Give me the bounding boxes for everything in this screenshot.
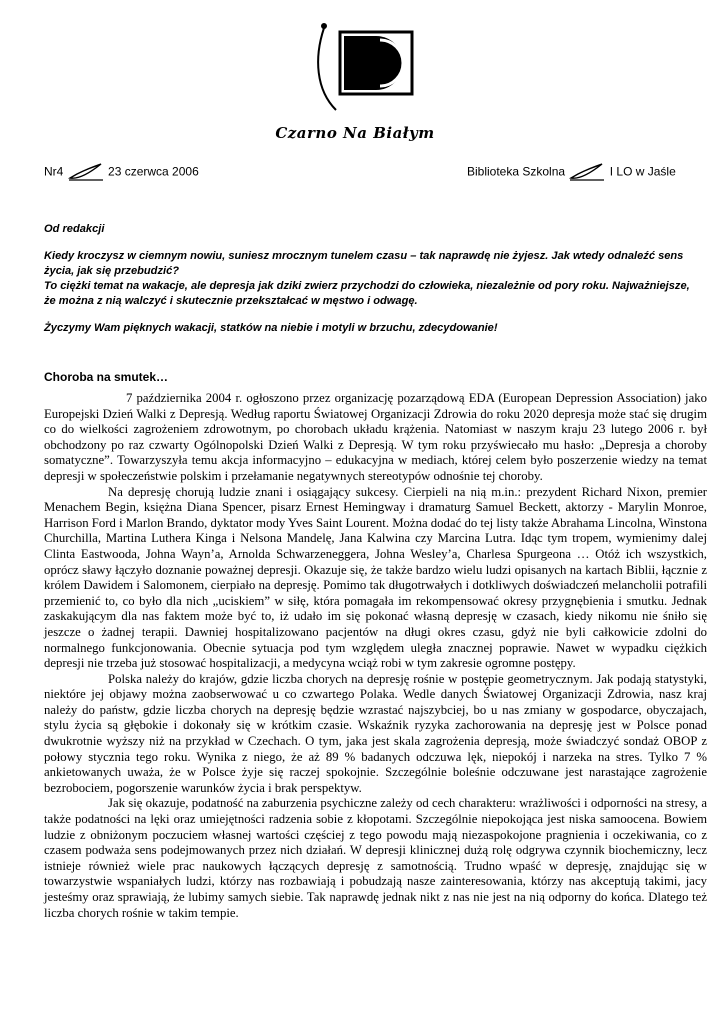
issue-number: Nr4 xyxy=(44,164,64,179)
issue-date: 23 czerwca 2006 xyxy=(108,164,199,179)
article-title: Choroba na smutek… xyxy=(44,370,169,384)
issue-info xyxy=(44,160,199,185)
editorial-heading: Od redakcji xyxy=(44,223,105,235)
library-name: Biblioteka Szkolna xyxy=(467,164,566,179)
quill-pen-icon xyxy=(67,160,105,185)
editorial-line: To ciężki temat na wakacje, ale depresja jak dziki zwierz przychodzi do człowieka, niezależnie od pory roku. Najważniejsze, że można z nią walczyć i skutecznie przekształcać w męstwo i odwagę. xyxy=(44,280,690,307)
masthead-logo xyxy=(275,18,440,142)
masthead-title: Czarno Na Białym xyxy=(275,124,435,142)
article-paragraph: Jak się okazuje, podatność na zaburzenia psychiczne zależy od cech charakteru: wrażliwości i odporności na stresy, a także podatności na lęki oraz umiejętności radzenia sobie z kłopotami. Szczególnie niepokojąca jest niska samoocena. Bowiem ludzie z obniżonym poczuciem własnej wartości częściej z tego powodu mają niezaspokojone pragnienia i oczekiwania, co z czasem podważa sens podejmowanych przez nich działań. W depresji klinicznej dużą rolę odgrywa czynnik biochemiczny, lecz istnieje również wiele prac naukowych łączących depresję z samotnością. Trudno wpaść w depresję, znajdując się w towarzystwie wspaniałych ludzi, którzy nas rozbawiają i pobudzają nasze zainteresowania, którzy nas akceptują takimi, jacy jesteśmy oraz sprawiają, że lubimy samych siebie. Tak naprawdę jednak nikt z nas nie jest na nią odporny do końca. Dlatego też liczba chorych rośnie w takim tempie. xyxy=(44,796,707,920)
school-name: I LO w Jaśle xyxy=(609,164,676,179)
article-paragraph: Na depresję chorują ludzie znani i osiągający sukcesy. Cierpieli na nią m.in.: prezydent Richard Nixon, premier Menachem Begin, księżna Diana Spencer, pisarz Ernest Hemingway i dramaturg Samuel Beckett, aktorzy - Marylin Monroe, Harrison Ford i Marlon Brando, dyktator mody Yves Saint Lourent. Można dodać do tej listy także Abrahama Lincolna, Winstona Churchilla, Martina Luthera Kinga i Nelsona Mandelę, Jana Kalwina czy Marcina Lutra. Idąc tym tropem, wymienimy dalej Clinta Eastwooda, Johna Wayn’a, Arnolda Schwarzeneggera, Johna Wesley’a, Charlesa Spurgeona … Otóż ich wszystkich, oprócz sławy łączyło doznanie poważnej depresji. Okazuje się, że także bardzo wielu ludzi opisanych na kartach Biblii, łącznie z królem Dawidem i Salomonem, cierpiało na depresję. Pomimo tak długotrwałych i dotkliwych doświadczeń melancholii potrafili przemienić to, co było dla nich „uciskiem” w siłę, która pomagała im rekompensować okresy przygnębienia i smutku. Jednak zaskakującym dla nas faktem może być to, iż udało im się pokonać własną depresję w czasach, kiedy nikomu nie śniło się jeszcze o żadnej terapii. Dawniej hospitalizowano pacjentów na długi okres czasu, gdyż nie byli całkowicie zdolni do normalnego funkcjonowania. Obecnie sytuacja pod tym względem uległa znacznej poprawie. Nawet w wypadku ciężkich depresji nie trzeba już stosować hospitalizacji, a medycyna wciąż robi w tym zakresie ogromne postępy. xyxy=(44,484,707,671)
library-info xyxy=(467,160,676,185)
article-body xyxy=(44,391,707,921)
logo-emblem-icon xyxy=(300,18,440,118)
editorial-text xyxy=(44,249,704,309)
article-paragraph: 7 października 2004 r. ogłoszono przez organizację pozarządową EDA (European Depression Association) jako Europejski Dzień Walki z Depresją. Według raportu Światowej Organizacji Zdrowia do roku 2020 depresja może stać się drugim co do wielkości zagrożeniem zdrowotnym, po chorobach układu krążenia. Natomiast w naszym kraju 23 lutego 2006 r. był obchodzony po raz czwarty Ogólnopolski Dzień Walki z Depresją. W tym roku przyświecało mu hasło: „Depresja a choroby somatyczne”. Towarzyszyła temu akcja informacyjno – edukacyjna w mediach, której celem było poszerzenie wiedzy na temat depresji w społeczeństwie polskim i przełamanie negatywnych stereotypów odnośnie tej choroby. xyxy=(44,391,707,483)
editorial-line: Kiedy kroczysz w ciemnym nowiu, suniesz mrocznym tunelem czasu – tak naprawdę nie żyjesz. Jak wtedy odnaleźć sens życia, jak się przebudzić? xyxy=(44,250,684,277)
article-paragraph: Polska należy do krajów, gdzie liczba chorych na depresję rośnie w postępie geometrycznym. Jak podają statystyki, niektóre jej objawy można zaobserwować u co czwartego Polaka. Wedle danych Światowej Organizacji Zdrowia, nasz kraj należy do państw, gdzie liczba chorych na depresję będzie wzrastać najszybciej, bo u nas zmiany w gospodarce, obyczajach, stylu życia są głębokie i dokonały się w krótkim czasie. Wskaźnik ryzyka zachorowania na depresję jest w Polsce ponad dwukrotnie wyższy niż na przykład w Czechach. O tym, jaka jest skala zagrożenia depresją, może świadczyć sondaż OBOP z połowy stycznia tego roku. Wynika z niego, że aż 89 % badanych odczuwa lęk, niepokój i narzeka na stres. Tylko 7 % ankietowanych uważa, że w Polsce żyje się raczej spokojnie. Szczególnie boleśnie odczuwane jest narastające zagrożenie bezrobociem, pogorszenie warunków życia i brak perspektyw. xyxy=(44,671,707,795)
quill-pen-icon xyxy=(568,160,606,185)
editorial-wish: Życzymy Wam pięknych wakacji, statków na niebie i motyli w brzuchu, zdecydowanie! xyxy=(44,322,498,334)
